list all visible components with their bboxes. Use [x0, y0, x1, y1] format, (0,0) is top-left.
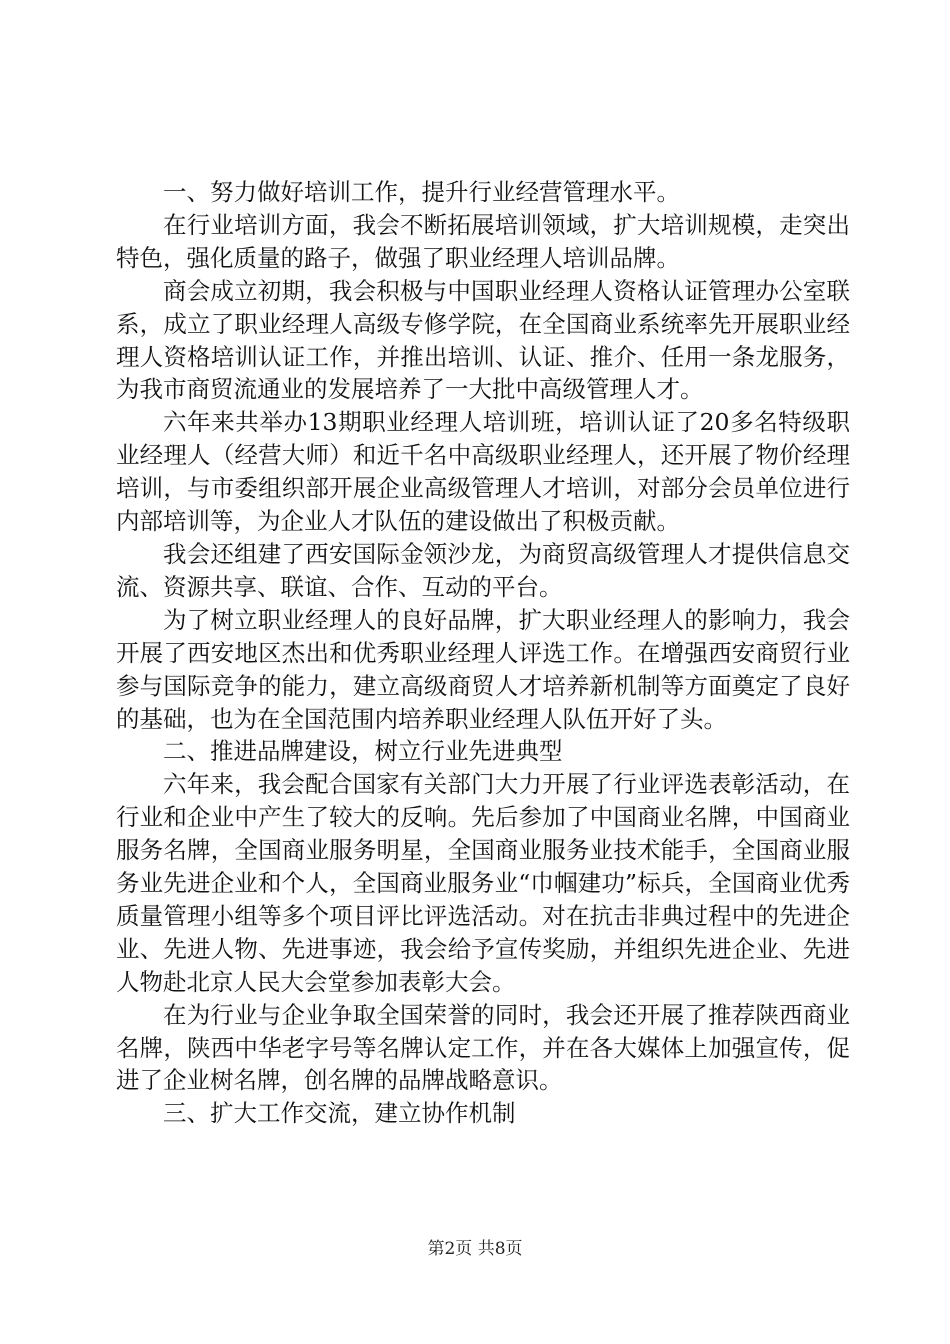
- paragraph: 六年来共举办13期职业经理人培训班，培训认证了20多名特级职业经理人（经营大师）和近千名中高级职业经理人，还开展了物价经理培训，与市委组织部开展企业高级管理人才培训，对部分会员单位进行内部培训等，为企业人才队伍的建设做出了积极贡献。: [116, 408, 850, 536]
- paragraph: 在行业培训方面，我会不断拓展培训领域，扩大培训规模，走突出特色，强化质量的路子，做强了职业经理人培训品牌。: [116, 210, 850, 272]
- document-body: [116, 176, 850, 1130]
- section-heading-3: 三、扩大工作交流，建立协作机制: [163, 1099, 516, 1128]
- paragraph: 六年来，我会配合国家有关部门大力开展了行业评选表彰活动，在行业和企业中产生了较大的反响。先后参加了中国商业名牌，中国商业服务名牌，全国商业服务明星，全国商业服务业技术能手，全国商业服务业先进企业和个人，全国商业服务业“巾帼建功”标兵，全国商业优秀质量管理小组等多个项目评比评选活动。对在抗击非典过程中的先进企业、先进人物、先进事迹，我会给予宣传奖励，并组织先进企业、先进人物赴北京人民大会堂参加表彰大会。: [116, 770, 850, 996]
- paragraph: 我会还组建了西安国际金领沙龙，为商贸高级管理人才提供信息交流、资源共享、联谊、合作、互动的平台。: [116, 539, 850, 601]
- section-heading-2: 二、推进品牌建设，树立行业先进典型: [163, 737, 563, 766]
- paragraph: 为了树立职业经理人的良好品牌，扩大职业经理人的影响力，我会开展了西安地区杰出和优秀职业经理人评选工作。在增强西安商贸行业参与国际竞争的能力，建立高级商贸人才培养新机制等方面奠定了良好的基础，也为在全国范围内培养职业经理人队伍开好了头。: [116, 605, 850, 733]
- page-number-footer: 第2页 共8页: [427, 1239, 523, 1259]
- paragraph: 在为行业与企业争取全国荣誉的同时，我会还开展了推荐陕西商业名牌，陕西中华老字号等名牌认定工作，并在各大媒体上加强宣传，促进了企业树名牌，创名牌的品牌战略意识。: [116, 1000, 850, 1095]
- paragraph: 商会成立初期，我会积极与中国职业经理人资格认证管理办公室联系，成立了职业经理人高级专修学院，在全国商业系统率先开展职业经理人资格培训认证工作，并推出培训、认证、推介、任用一条龙服务，为我市商贸流通业的发展培养了一大批中高级管理人才。: [116, 276, 850, 404]
- section-heading-1: 一、努力做好培训工作，提升行业经营管理水平。: [163, 178, 680, 206]
